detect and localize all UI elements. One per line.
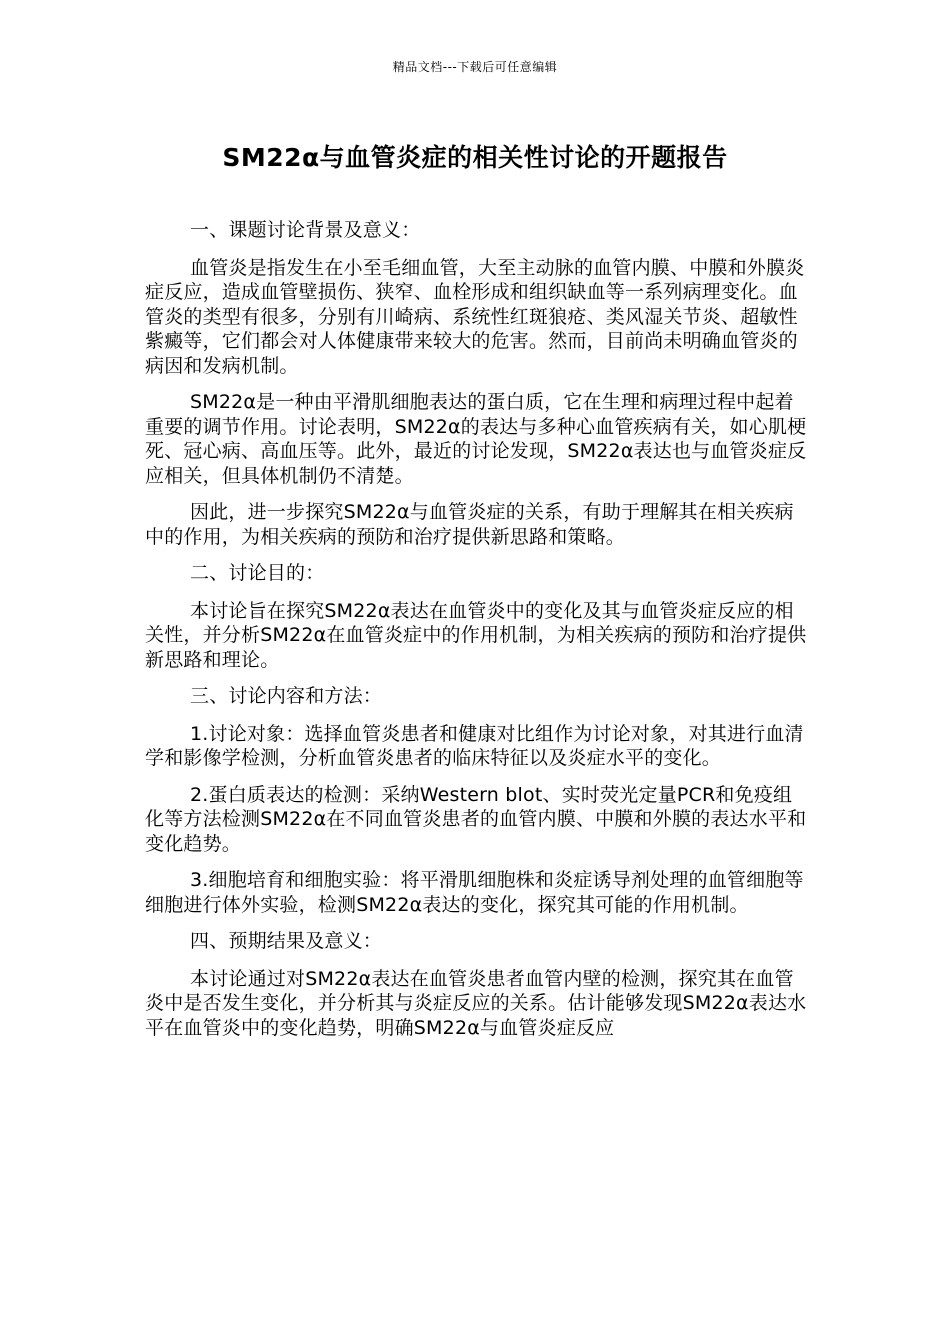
paragraph-sm22a-intro: SM22α是一种由平滑肌细胞表达的蛋白质，它在生理和病理过程中起着重要的调节作用。讨论表明，SM22α的表达与多种心血管疾病有关，如心肌梗死、冠心病、高血压等。此外，最近的讨论发现，SM22α表达也与血管炎症反应相关，但具体机制仍不清楚。 (145, 391, 807, 487)
section-heading-expected-results: 四、预期结果及意义： (190, 930, 383, 952)
paragraph-method-cell-experiment: 3.细胞培育和细胞实验：将平滑肌细胞株和炎症诱导剂处理的血管细胞等细胞进行体外实验，检测SM22α表达的变化，探究其可能的作用机制。 (145, 869, 804, 916)
header-note: 精品文档---下载后可任意编辑 (392, 60, 558, 74)
document-body (145, 218, 810, 1052)
paragraph-significance: 因此，进一步探究SM22α与血管炎症的关系，有助于理解其在相关疾病中的作用，为相关疾病的预防和治疗提供新思路和策略。 (145, 501, 794, 548)
paragraph-expected-results: 本讨论通过对SM22α表达在血管炎患者血管内壁的检测，探究其在血管炎中是否发生变化，并分析其与炎症反应的关系。估计能够发现SM22α表达水平在血管炎中的变化趋势，明确SM22α与血管炎症反应 (145, 967, 807, 1039)
document-title: SM22α与血管炎症的相关性讨论的开题报告 (222, 143, 728, 172)
section-heading-methods: 三、讨论内容和方法： (190, 685, 383, 707)
paragraph-purpose: 本讨论旨在探究SM22α表达在血管炎中的变化及其与血管炎症反应的相关性，并分析SM22α在血管炎症中的作用机制，为相关疾病的预防和治疗提供新思路和理论。 (145, 599, 807, 671)
section-heading-purpose: 二、讨论目的： (190, 562, 325, 584)
paragraph-vasculitis-intro: 血管炎是指发生在小至毛细血管，大至主动脉的血管内膜、中膜和外膜炎症反应，造成血管壁损伤、狭窄、血栓形成和组织缺血等一系列病理变化。血管炎的类型有很多，分别有川崎病、系统性红斑狼疮、类风湿关节炎、超敏性紫癜等，它们都会对人体健康带来较大的危害。然而，目前尚未明确血管炎的病因和发病机制。 (145, 256, 805, 377)
section-heading-background: 一、课题讨论背景及意义： (190, 219, 421, 241)
paragraph-method-protein-detection: 2.蛋白质表达的检测：采纳Western blot、实时荧光定量PCR和免疫组化等方法检测SM22α在不同血管炎患者的血管内膜、中膜和外膜的表达水平和变化趋势。 (145, 783, 807, 855)
paragraph-method-subjects: 1.讨论对象：选择血管炎患者和健康对比组作为讨论对象，对其进行血清学和影像学检测，分析血管炎患者的临床特征以及炎症水平的变化。 (145, 722, 804, 769)
